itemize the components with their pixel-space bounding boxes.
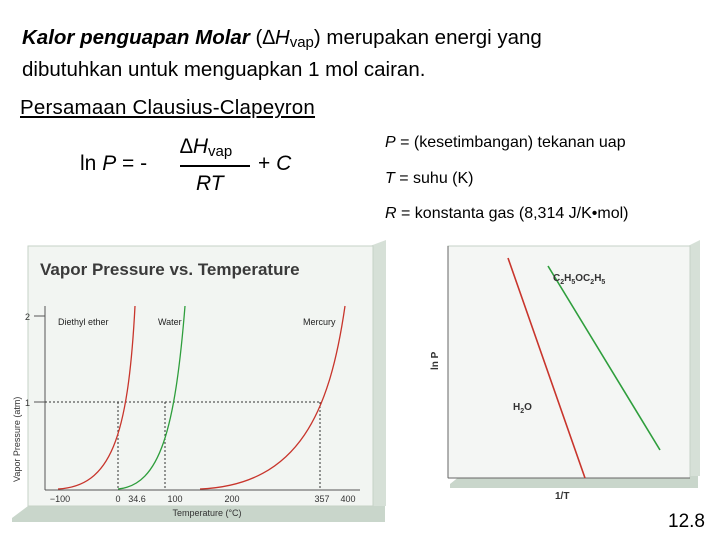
equation-rhs	[258, 152, 291, 176]
xtick-minus100: −100	[49, 494, 71, 504]
chart-title: Vapor Pressure vs. Temperature	[40, 260, 300, 279]
x-axis-label: Temperature (°C)	[172, 508, 242, 518]
num-vap: vap	[208, 143, 233, 160]
lhs-rest: = -	[116, 152, 148, 175]
xtick-100: 100	[167, 494, 183, 504]
equation-title: Persamaan Clausius-Clapeyron	[20, 96, 316, 119]
lhs-ln: ln	[80, 152, 103, 175]
intro-term: Kalor penguapan Molar	[22, 26, 250, 49]
definition-t	[385, 170, 473, 188]
xtick-400: 400	[340, 494, 356, 504]
xtick-357: 357	[314, 494, 330, 504]
rhs-plus: +	[258, 152, 277, 175]
def-t-symbol: T	[385, 170, 395, 187]
label-mercury: Mercury	[303, 317, 336, 327]
intro-text	[22, 24, 712, 83]
def-p-symbol: P	[385, 134, 396, 151]
intro-line-2: dibutuhkan untuk menguapkan 1 mol cairan.	[22, 58, 426, 81]
chart-panel	[28, 246, 373, 506]
vapor-pressure-chart	[0, 240, 400, 525]
xtick-34-6: 34.6	[128, 494, 146, 504]
intro-line-1	[22, 24, 712, 56]
definition-p	[385, 134, 626, 152]
label-h2o: $H_2O$	[513, 402, 532, 415]
intro-open-paren: (	[249, 26, 263, 49]
def-r-symbol: R	[385, 205, 397, 222]
definition-r	[385, 205, 629, 223]
label-water: Water	[158, 317, 182, 327]
ytick-1: 1	[25, 398, 31, 408]
lnp-x-label: 1/T	[555, 491, 570, 500]
equation-lhs	[80, 152, 147, 176]
lnp-vs-inverse-t-chart	[420, 238, 710, 500]
y-axis-label: Vapor Pressure (atm)	[12, 396, 22, 482]
intro-delta-h: ∆H	[262, 26, 290, 49]
def-r-text: = konstanta gas (8,314 J/K•mol)	[396, 205, 629, 222]
def-t-text: = suhu (K)	[394, 170, 474, 187]
lhs-p: P	[102, 152, 117, 175]
lnp-y-label: ln P	[430, 351, 441, 370]
num-delta-h: ∆H	[180, 135, 209, 158]
page-number: 12.8	[668, 511, 705, 532]
label-diethyl-ether: Diethyl ether	[58, 317, 109, 327]
equation-numerator	[180, 135, 232, 160]
xtick-0: 0	[115, 494, 121, 504]
intro-vap: vap	[289, 34, 314, 51]
def-p-text: = (kesetimbangan) tekanan uap	[395, 134, 626, 151]
xtick-200: 200	[224, 494, 240, 504]
ytick-2: 2	[25, 312, 31, 322]
intro-line1-rest: ) merupakan energi yang	[313, 26, 542, 49]
rhs-constant: C	[276, 152, 292, 175]
label-ether: $C_2H_5OC_2H_5$	[553, 273, 606, 286]
fraction-bar	[180, 165, 250, 167]
equation-denominator: RT	[196, 172, 224, 195]
